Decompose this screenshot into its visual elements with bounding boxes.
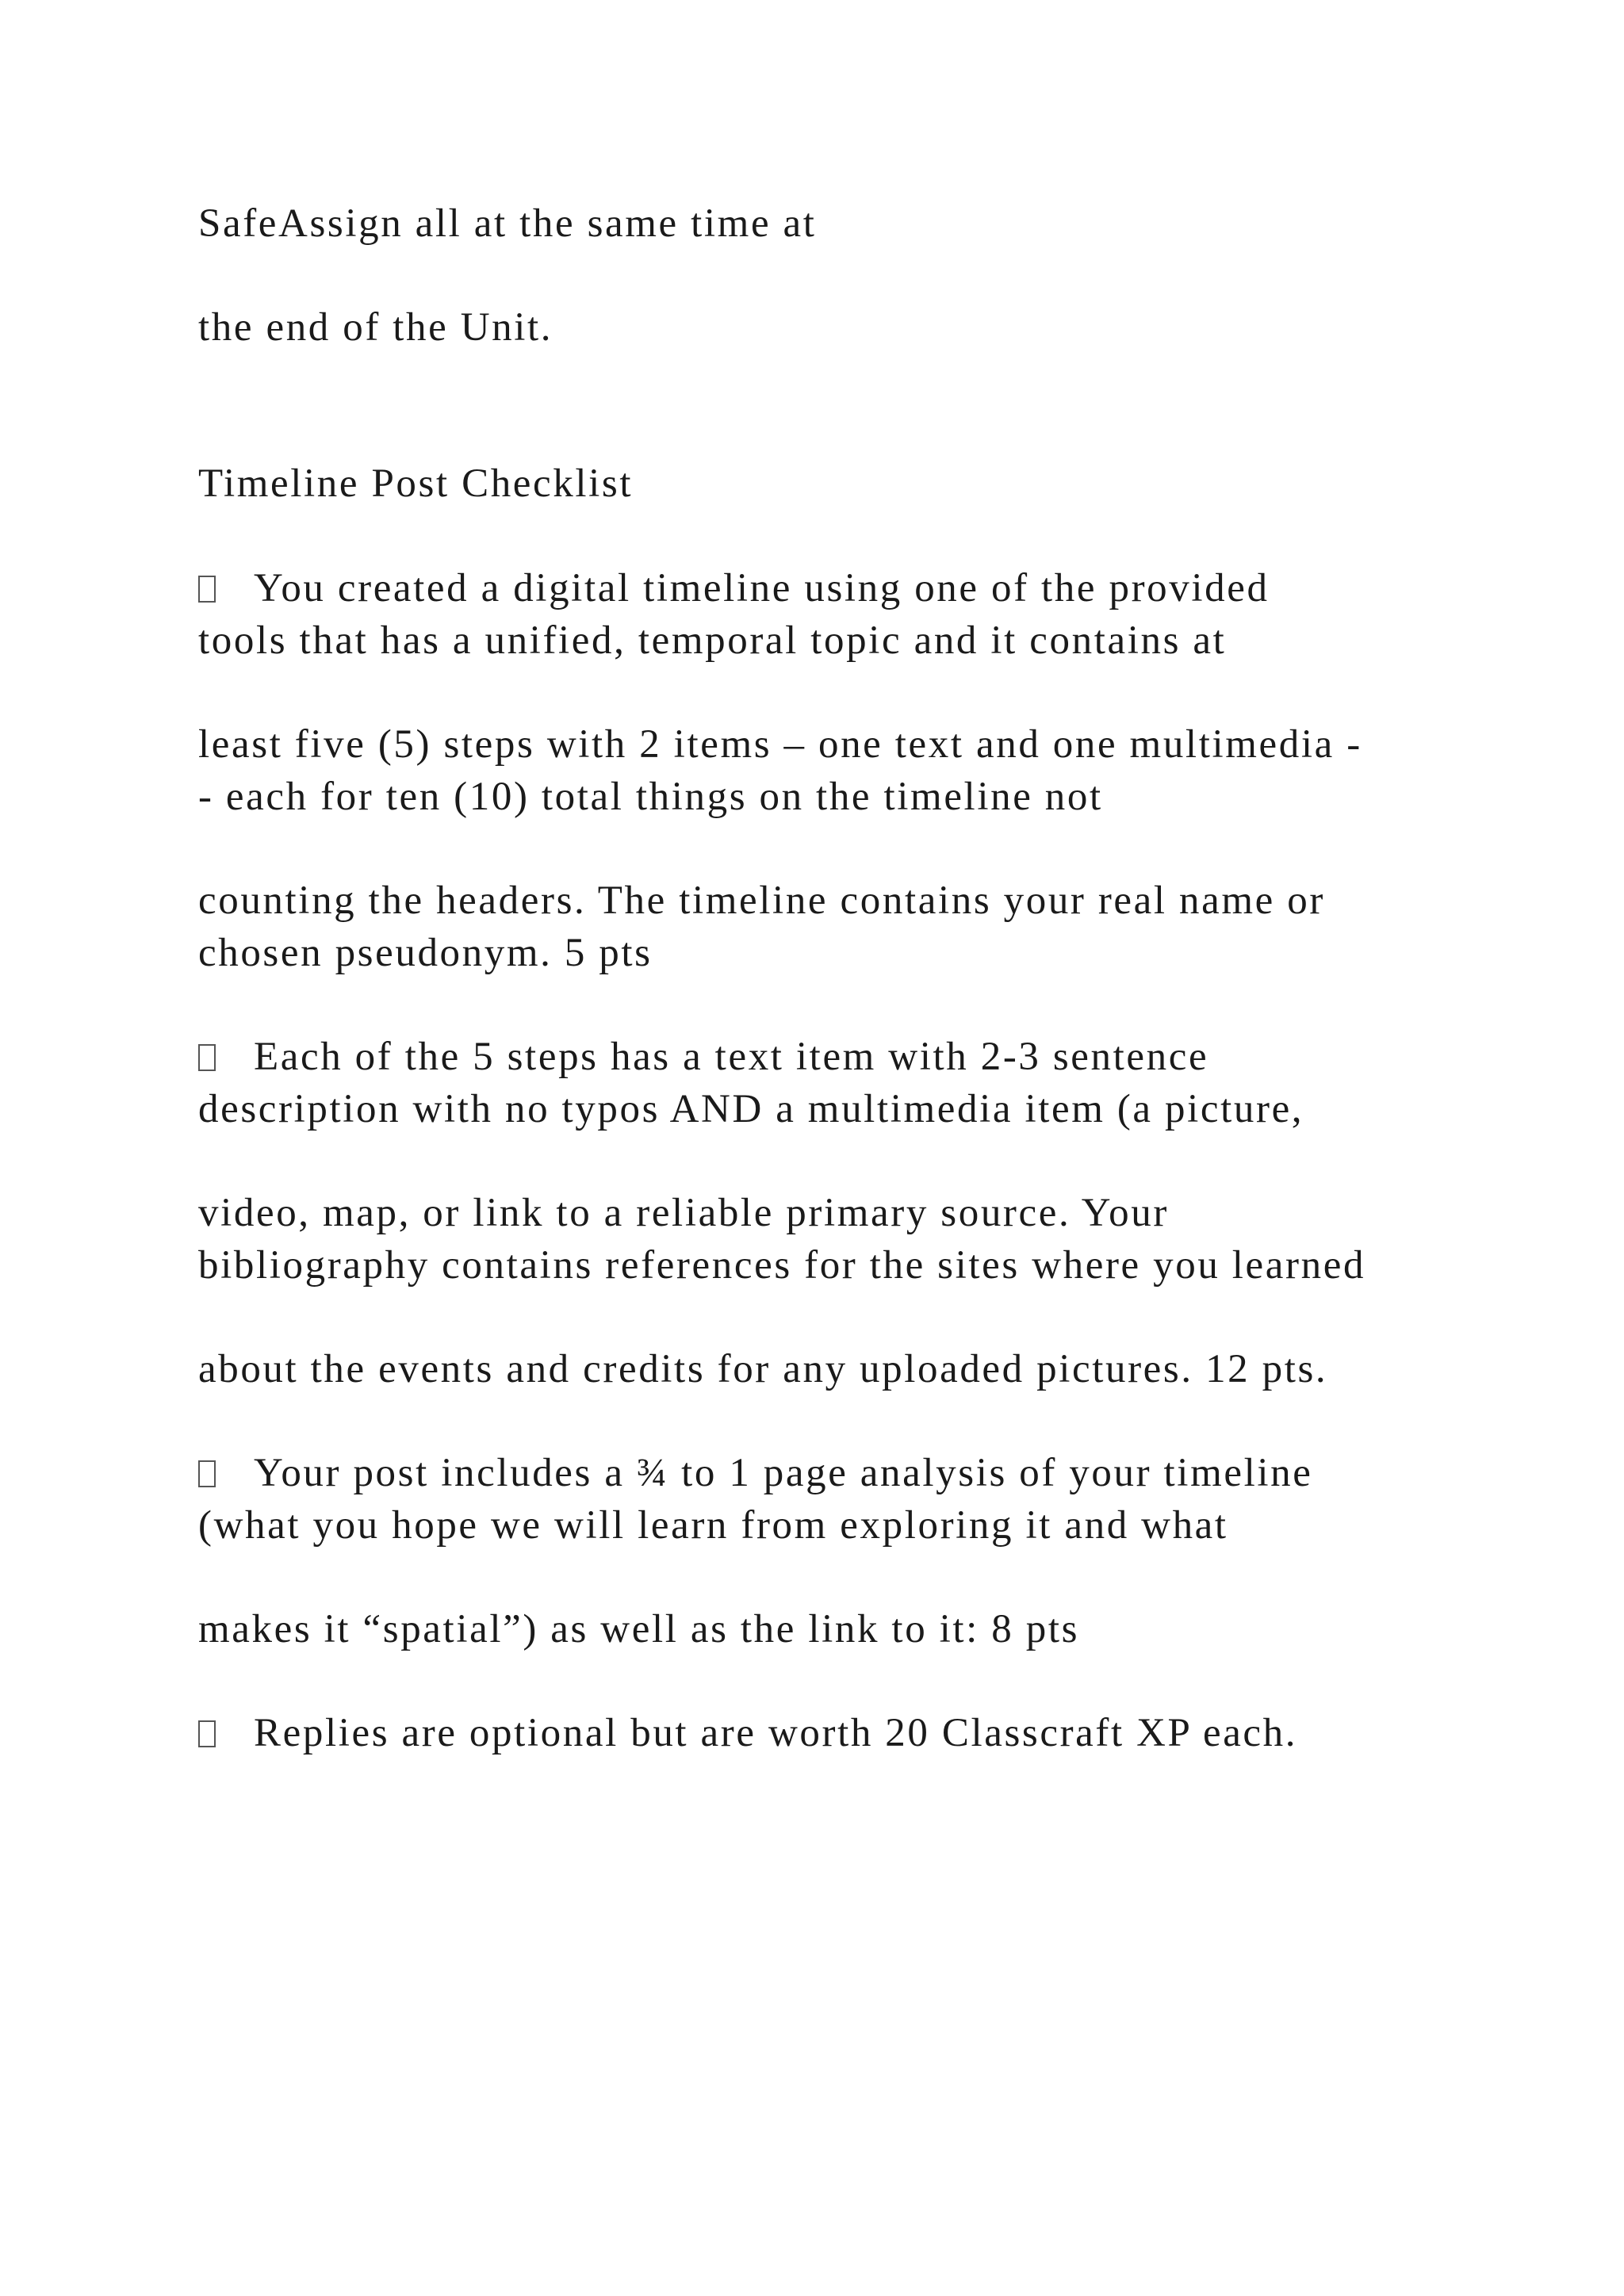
item-4-text-1: Replies are optional but are worth 20 Classcraft XP each. (254, 1711, 1298, 1755)
checklist-item-2-line-3: video, map, or link to a reliable primary source. Your (198, 1191, 1169, 1235)
item-1-text-1: You created a digital timeline using one of the provided (254, 566, 1270, 610)
intro-line-2: the end of the Unit. (198, 305, 553, 350)
checklist-item-4-line-1 (198, 1709, 1297, 1757)
checklist-item-2-line-5: about the events and credits for any uploaded pictures. 12 pts. (198, 1347, 1328, 1391)
checklist-item-2-line-2: description with no typos AND a multimedia item (a picture, (198, 1087, 1304, 1131)
intro-line-1: SafeAssign all at the same time at (198, 201, 817, 246)
checklist-item-1-line-5: counting the headers. The timeline contains your real name or (198, 878, 1325, 923)
checkbox-icon (198, 1044, 216, 1071)
checklist-item-1-line-2: tools that has a unified, temporal topic and it contains at (198, 618, 1227, 663)
checklist-item-3-line-2: (what you hope we will learn from exploring it and what (198, 1503, 1228, 1548)
checklist-item-1-line-4: - each for ten (10) total things on the timeline not (198, 775, 1103, 819)
checklist-item-2-line-1 (198, 1033, 1208, 1081)
checklist-item-1-line-1 (198, 564, 1270, 612)
checklist-item-1-line-3: least five (5) steps with 2 items – one text and one multimedia - (198, 722, 1362, 767)
checkbox-icon (198, 1720, 216, 1747)
item-2-text-1: Each of the 5 steps has a text item with 2-3 sentence (254, 1035, 1209, 1079)
checklist-item-2-line-4: bibliography contains references for the sites where you learned (198, 1243, 1366, 1288)
checkbox-icon (198, 576, 216, 603)
item-3-text-1: Your post includes a ¾ to 1 page analysis of your timeline (254, 1451, 1313, 1495)
checklist-heading: Timeline Post Checklist (198, 461, 634, 506)
checklist-item-3-line-3: makes it “spatial”) as well as the link to it: 8 pts (198, 1607, 1080, 1651)
checkbox-icon (198, 1460, 216, 1487)
checklist-item-3-line-1 (198, 1449, 1312, 1497)
checklist-item-1-line-6: chosen pseudonym. 5 pts (198, 931, 653, 975)
